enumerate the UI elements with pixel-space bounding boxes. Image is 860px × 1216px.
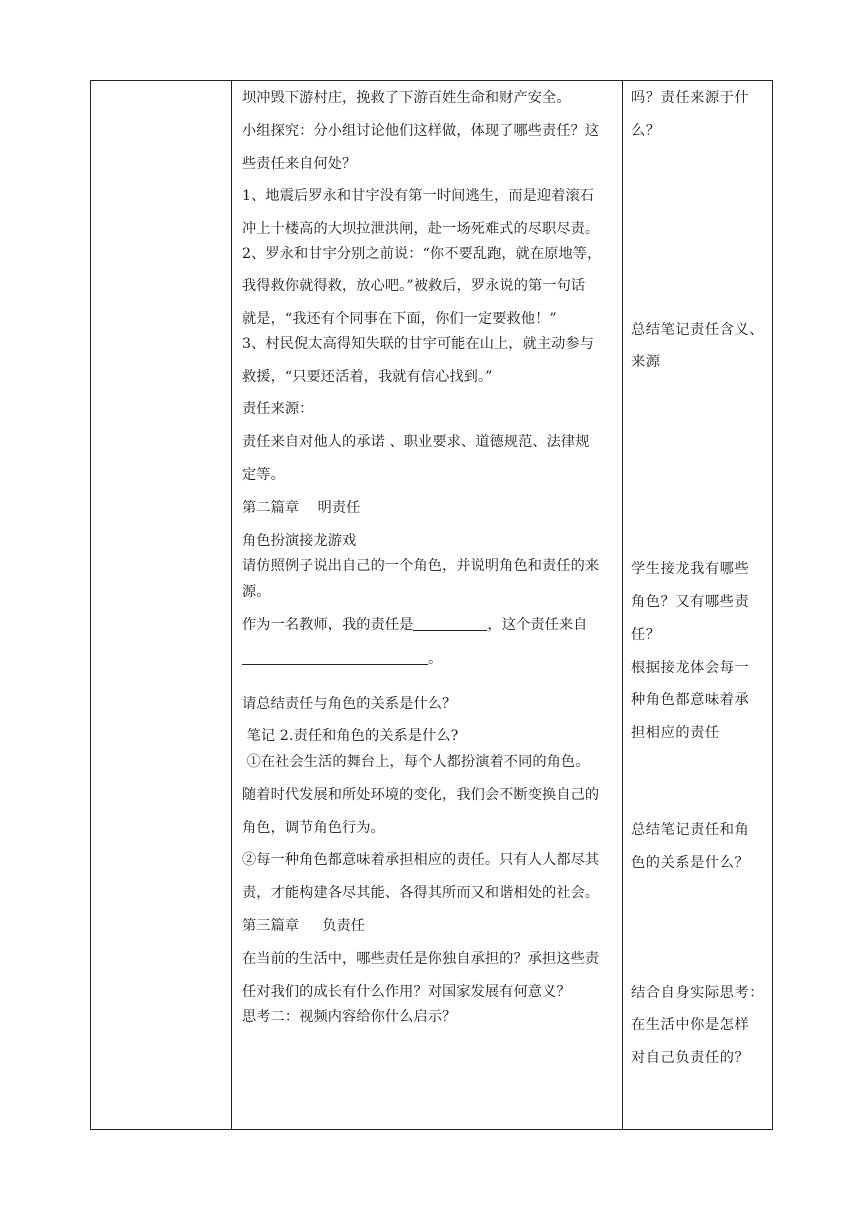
text-line: 种角色都意味着承	[631, 692, 750, 709]
text-line: 责，才能构建各尽其能、各得其所而又和谐相处的社会。	[242, 885, 600, 902]
text-line	[242, 613, 618, 637]
text-line: 么？	[631, 122, 661, 139]
text-line: 1、地震后罗永和甘宇没有第一时间逃生，而是迎着滚石	[242, 188, 595, 205]
fill-in-blank	[413, 613, 487, 631]
text-line: 在生活中你是怎样	[631, 1017, 750, 1034]
text-line: 任对我们的成长有什么作用？对国家发展有何意义？	[242, 983, 571, 1000]
text-line: 色的关系是什么？	[631, 854, 750, 871]
text-line: 就是，“我还有个同事在下面，你们一定要救他！”	[242, 311, 557, 328]
text-line: 3、村民倪太高得知失联的甘宇可能在山上，就主动参与	[242, 335, 595, 352]
spacer	[631, 384, 768, 558]
text-line: 些责任来自何处？	[242, 155, 357, 172]
text-line: 救援，“只要还活着，我就有信心找到。”	[242, 368, 493, 385]
spacer	[631, 885, 768, 982]
student-activity-cell	[623, 81, 773, 1130]
text-line: 定等。	[242, 466, 285, 483]
lesson-plan-table	[90, 80, 773, 1130]
text-line: 结合自身实际思考：	[631, 984, 765, 1001]
text-line: 来源	[631, 354, 661, 371]
text-line: 坝冲毁下游村庄，挽救了下游百姓生命和财产安全。	[242, 90, 571, 106]
text-line: 思考二：视频内容给你什么启示？	[242, 1009, 457, 1026]
text-line: 冲上十楼高的大坝拉泄洪闸，赴一场死难式的尽职尽责。	[242, 221, 600, 238]
text-fragment: 作为一名教师，我的责任是	[242, 617, 414, 634]
text-fragment: 。	[428, 651, 443, 668]
section-heading: 第二篇章 明责任	[242, 499, 361, 516]
text-fragment: ，这个责任来自	[487, 617, 588, 634]
text-line: 2、罗永和甘宇分别之前说：“你不要乱跑，就在原地等，	[242, 245, 602, 262]
text-line: 担相应的责任	[631, 725, 720, 742]
text-line: ①在社会生活的舞台上，每个人都扮演着不同的角色。	[242, 753, 590, 770]
text-line: 根据接龙体会每一	[631, 659, 750, 676]
text-line: 源。	[242, 583, 271, 600]
text-line	[242, 647, 618, 671]
text-line: 总结笔记责任含义、	[631, 321, 765, 338]
text-line: 随着时代发展和所处环境的变化，我们会不断变换自己的	[242, 786, 600, 803]
text-line: 角色？又有哪些责	[631, 593, 750, 610]
text-line: 对自己负责任的？	[631, 1050, 750, 1067]
text-line: 请总结责任与角色的关系是什么？	[242, 695, 457, 712]
table-row	[91, 81, 773, 1130]
text-line: 在当前的生活中，哪些责任是你独自承担的？承担这些责	[242, 950, 600, 967]
text-line: 角色扮演接龙游戏	[242, 532, 357, 549]
text-line: 总结笔记责任和角	[631, 821, 750, 838]
text-line: 吗？责任来源于什	[631, 90, 750, 106]
note-heading: 笔记 2.责任和角色的关系是什么?	[242, 728, 459, 745]
text-line: 学生接龙我有哪些	[631, 561, 750, 578]
text-line: 角色，调节角色行为。	[242, 819, 385, 836]
spacer	[631, 153, 768, 319]
text-line: ②每一种角色都意味着承担相应的责任。只有人人都尽其	[242, 852, 600, 869]
text-line: 小组探究：分小组讨论他们这样做，体现了哪些责任？这	[242, 122, 600, 139]
text-line: 请仿照例子说出自己的一个角色，并说明角色和责任的来	[242, 558, 600, 575]
section-heading: 第三篇章 负责任	[242, 917, 366, 934]
text-line: 责任来自对他人的承诺 、职业要求、道德规范、法律规	[242, 434, 590, 451]
text-line: 任？	[631, 626, 661, 643]
spacer	[631, 755, 768, 819]
fill-in-blank	[242, 647, 428, 665]
teacher-activity-cell	[232, 81, 623, 1130]
stage-column-cell	[91, 81, 232, 1130]
text-line: 我得救你就得救，放心吧。”被救后，罗永说的第一句话	[242, 278, 586, 295]
text-line: 责任来源：	[242, 401, 314, 418]
